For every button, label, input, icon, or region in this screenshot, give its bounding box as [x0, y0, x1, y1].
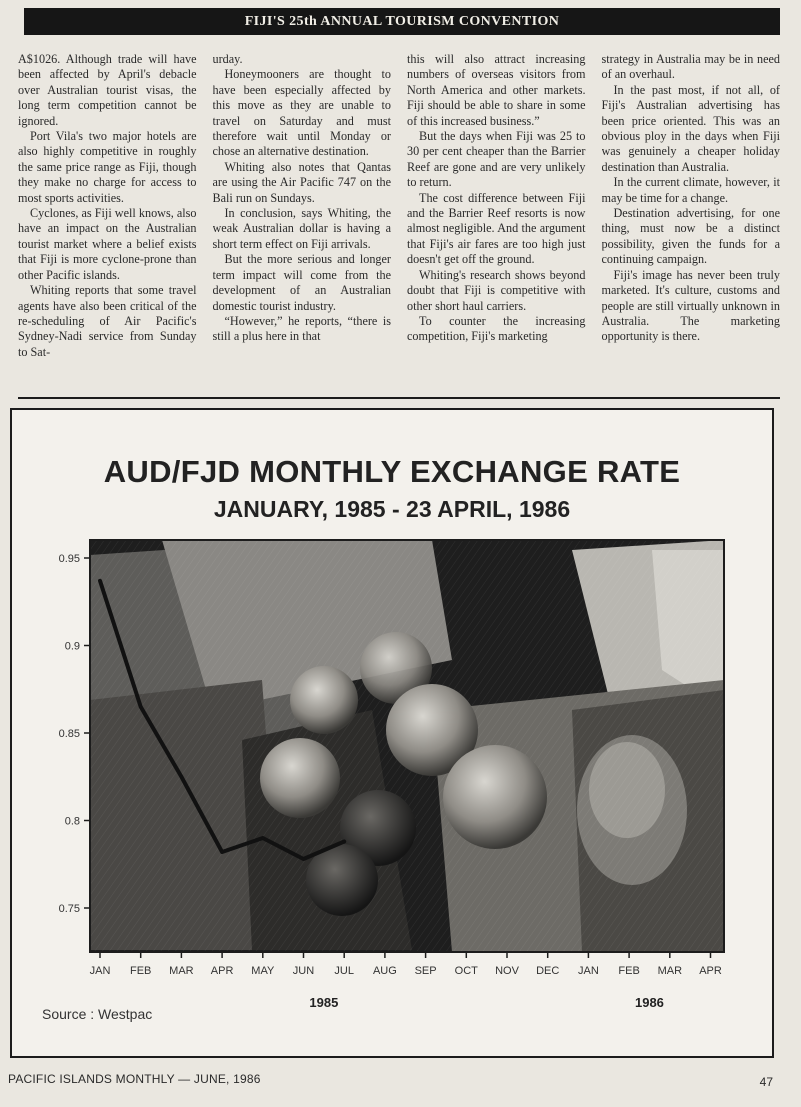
- data-point: [221, 851, 224, 854]
- x-tick-label: APR: [699, 965, 722, 977]
- article-paragraph: But the more serious and longer term impact will come from the development of an Australian domestic tourist industry.: [212, 252, 391, 313]
- article-paragraph: The cost difference between Fiji and the Barrier Reef resorts is now almost negligible. And the argument that Fiji's air fares are too high just doesn't get off the ground.: [407, 190, 586, 267]
- divider-rule: [18, 397, 780, 399]
- article-paragraph: In conclusion, says Whiting, the weak Australian dollar is having a short term effect on Fiji arrivals.: [212, 206, 391, 251]
- data-point: [99, 579, 102, 582]
- x-tick-label: JUN: [292, 965, 315, 977]
- banner-title: FIJI'S 25th ANNUAL TOURISM CONVENTION: [244, 13, 560, 29]
- year-label: 1986: [634, 995, 664, 1010]
- article-paragraph: Whiting's research shows beyond doubt that Fiji is competitive with other short haul carriers.: [407, 267, 586, 313]
- y-tick-label: 0.75: [58, 903, 80, 915]
- year-label: 1985: [309, 995, 339, 1010]
- x-tick-label: OCT: [454, 965, 478, 977]
- article-paragraph: Whiting reports that some travel agents have also been critical of the re-scheduling of Air Pacific's Sydney-Nadi service from Sunday to Sat-: [18, 283, 197, 359]
- y-tick-label: 0.85: [58, 728, 80, 740]
- section-banner: [24, 8, 780, 35]
- article-paragraph: urday.: [212, 52, 243, 66]
- data-point: [343, 840, 346, 843]
- publication-footer: PACIFIC ISLANDS MONTHLY — JUNE, 1986: [8, 1072, 261, 1086]
- banknotes-photo: [90, 540, 724, 952]
- article-paragraph: this will also attract increasing numbers of overseas visitors from North America and other markets. Fiji should be able to share in some of this increased business.”: [407, 52, 586, 128]
- article-column: [213, 52, 392, 392]
- x-tick-label: NOV: [495, 965, 519, 977]
- x-tick-label: FEB: [618, 965, 640, 977]
- data-point: [302, 858, 305, 861]
- article-paragraph: Port Vila's two major hotels are also highly competitive in roughly the same price range as Fiji, though they make no charge for access to most sports activities.: [18, 129, 197, 205]
- chart-subtitle: JANUARY, 1985 - 23 APRIL, 1986: [213, 496, 571, 522]
- article-paragraph: “However,” he reports, “there is still a plus here in that: [212, 313, 391, 344]
- x-tick-label: DEC: [536, 965, 560, 977]
- chart-svg: [12, 410, 772, 1056]
- x-tick-label: JAN: [578, 965, 599, 977]
- article-paragraph: Whiting also notes that Qantas are using the Air Pacific 747 on the Bali run on Sundays.: [212, 159, 391, 205]
- article-column: [407, 52, 586, 392]
- y-axis: [59, 553, 90, 915]
- data-point: [261, 837, 264, 840]
- x-tick-label: AUG: [372, 965, 397, 977]
- article-columns: [18, 52, 780, 392]
- x-tick-label: MAR: [657, 965, 683, 977]
- x-tick-label: FEB: [129, 965, 152, 977]
- y-tick-label: 0.8: [64, 815, 80, 828]
- exchange-rate-chart: [10, 408, 774, 1058]
- x-tick-label: JAN: [89, 965, 111, 977]
- article-paragraph: A$1026. Although trade will have been affected by April's debacle over Australian tourist visas, the long term competition cannot be ignored.: [18, 52, 197, 128]
- y-tick-label: 0.9: [64, 640, 80, 653]
- x-tick-label: MAR: [169, 965, 194, 977]
- x-axis: [90, 952, 722, 977]
- article-paragraph: In the past most, if not all, of Fiji's Australian advertising has been price oriented. This was an obvious ploy in the days when Fiji was genuinely a cheaper holiday destination than Australia.: [601, 82, 780, 174]
- x-tick-label: MAY: [251, 965, 275, 977]
- x-tick-label: APR: [210, 965, 234, 977]
- y-tick-label: 0.95: [58, 553, 80, 565]
- article-paragraph: Honeymooners are thought to have been especially affected by this move as they are unable to travel on Saturday and must therefore wait until Monday or chose an alternative destination.: [212, 67, 391, 159]
- x-tick-label: JUL: [334, 965, 354, 977]
- year-labels: [309, 995, 664, 1010]
- article-column: [18, 52, 197, 392]
- x-tick-label: SEP: [414, 965, 437, 977]
- data-point: [139, 705, 142, 708]
- article-paragraph: strategy in Australia may be in need of an overhaul.: [601, 52, 780, 82]
- article-paragraph: To counter the increasing competition, Fiji's marketing: [407, 313, 586, 344]
- chart-title: AUD/FJD MONTHLY EXCHANGE RATE: [103, 454, 681, 489]
- data-point: [180, 775, 183, 778]
- article-paragraph: Cyclones, as Fiji well knows, also have an impact on the Australian tourist market where a belief exists that Fiji is more cyclone-prone than other Pacific islands.: [18, 206, 197, 282]
- article-paragraph: Fiji's image has never been truly marketed. It's culture, customs and people are still virtually unknown in Australia. The marketing opportunity is there.: [601, 267, 780, 344]
- article-paragraph: Destination advertising, for one thing, must now be a distinct possibility, given the funds for a continuing campaign.: [601, 206, 780, 267]
- article-column: [602, 52, 781, 392]
- article-paragraph: But the days when Fiji was 25 to 30 per cent cheaper than the Barrier Reef are gone and are very unlikely to return.: [407, 129, 586, 190]
- article-paragraph: In the current climate, however, it may be time for a change.: [601, 175, 780, 205]
- page-number: 47: [759, 1075, 773, 1089]
- chart-source: Source : Westpac: [42, 1006, 153, 1022]
